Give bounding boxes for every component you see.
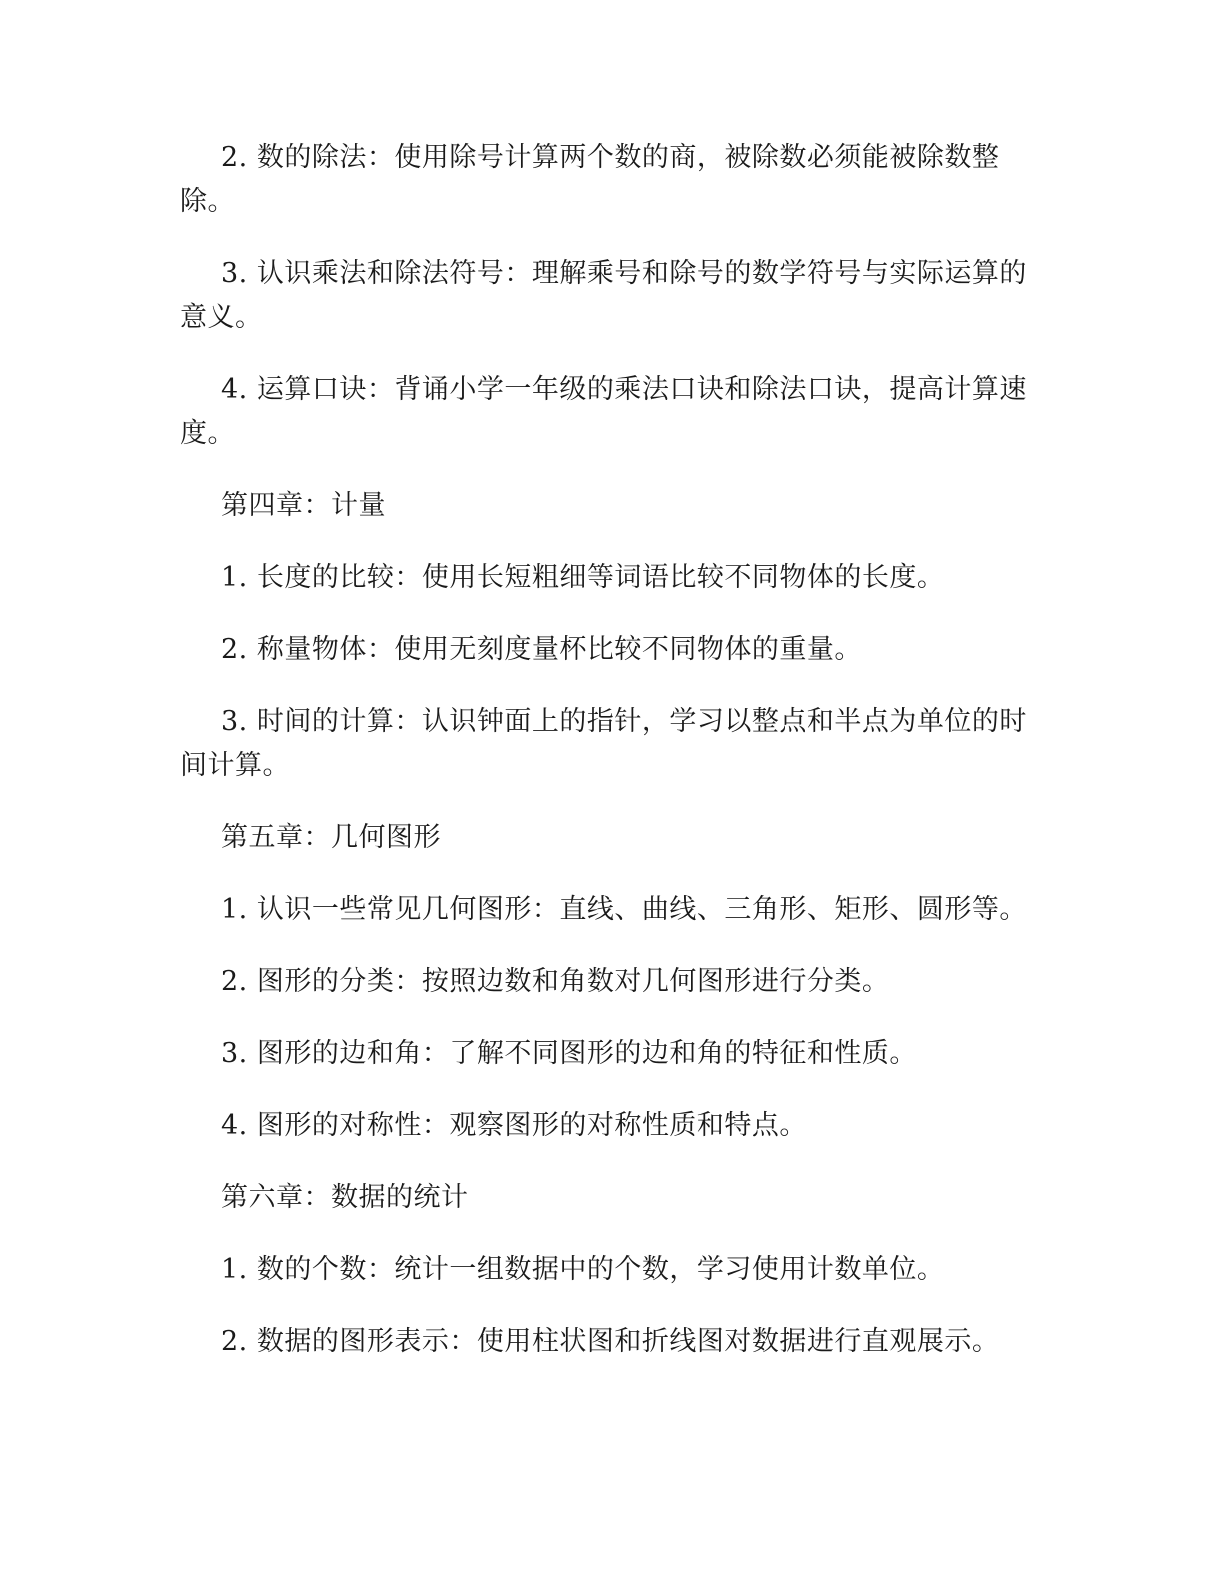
list-item-time: 3. 时间的计算：认识钟面上的指针，学习以整点和半点为单位的时间计算。 — [180, 706, 1027, 781]
chapter-heading-statistics: 第六章：数据的统计 — [221, 1182, 469, 1213]
list-item-sides-angles: 3. 图形的边和角：了解不同图形的边和角的特征和性质。 — [221, 1038, 917, 1069]
list-item-shape-classification: 2. 图形的分类：按照边数和角数对几何图形进行分类。 — [221, 966, 890, 997]
list-item-symmetry: 4. 图形的对称性：观察图形的对称性质和特点。 — [221, 1110, 807, 1141]
list-item-operator-symbols: 3. 认识乘法和除法符号：理解乘号和除号的数学符号与实际运算的意义。 — [180, 258, 1027, 333]
chapter-heading-geometry: 第五章：几何图形 — [221, 822, 441, 853]
list-item-common-shapes: 1. 认识一些常见几何图形：直线、曲线、三角形、矩形、圆形等。 — [221, 894, 1027, 925]
list-item-multiplication-table: 4. 运算口诀：背诵小学一年级的乘法口诀和除法口诀，提高计算速度。 — [180, 374, 1027, 449]
document-body — [180, 136, 1050, 1392]
list-item-division: 2. 数的除法：使用除号计算两个数的商，被除数必须能被除数整除。 — [180, 142, 1000, 217]
chapter-heading-measurement: 第四章：计量 — [221, 490, 386, 521]
list-item-weighing: 2. 称量物体：使用无刻度量杯比较不同物体的重量。 — [221, 634, 862, 665]
list-item-length-comparison: 1. 长度的比较：使用长短粗细等词语比较不同物体的长度。 — [221, 562, 945, 593]
list-item-data-charts: 2. 数据的图形表示：使用柱状图和折线图对数据进行直观展示。 — [221, 1326, 1000, 1357]
list-item-counting: 1. 数的个数：统计一组数据中的个数，学习使用计数单位。 — [221, 1254, 945, 1285]
